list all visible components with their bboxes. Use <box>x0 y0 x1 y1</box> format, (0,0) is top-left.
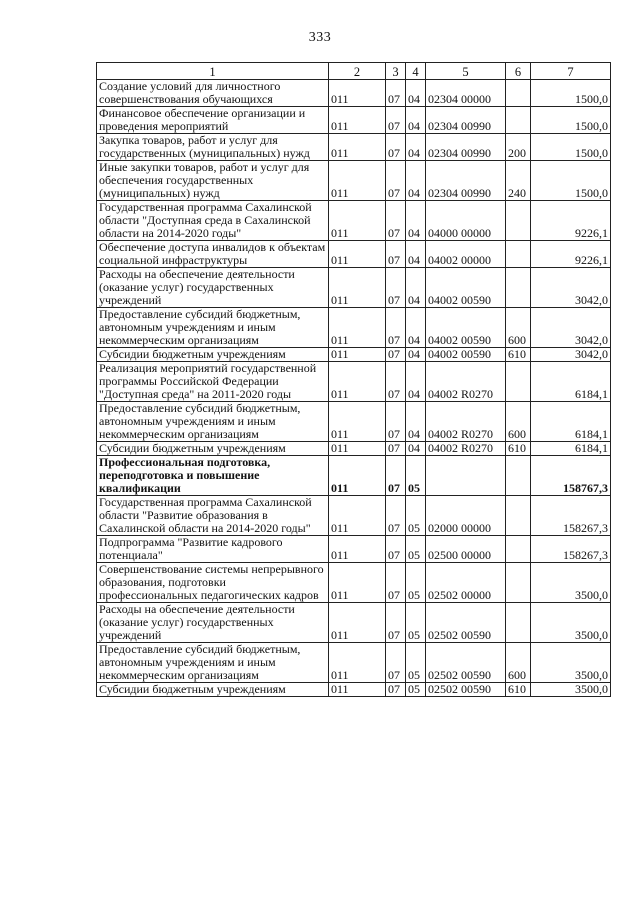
cell-section: 07 <box>386 107 406 134</box>
budget-table <box>96 62 611 697</box>
column-header: 7 <box>531 63 611 80</box>
cell-ministry-code: 011 <box>329 563 386 603</box>
cell-section: 07 <box>386 603 406 643</box>
cell-subsection: 04 <box>406 107 426 134</box>
table-row <box>97 107 611 134</box>
cell-section: 07 <box>386 80 406 107</box>
cell-target-article: 02502 00590 <box>426 643 506 683</box>
cell-section: 07 <box>386 402 406 442</box>
table-row <box>97 362 611 402</box>
row-description: Обеспечение доступа инвалидов к объектам социальной инфраструктуры <box>97 241 329 268</box>
cell-section: 07 <box>386 442 406 456</box>
cell-ministry-code: 011 <box>329 134 386 161</box>
cell-expense-type: 240 <box>506 161 531 201</box>
cell-expense-type <box>506 107 531 134</box>
cell-amount: 158267,3 <box>531 496 611 536</box>
row-description: Совершенствование системы непрерывного образования, подготовки профессиональных педагогических кадров <box>97 563 329 603</box>
cell-expense-type: 600 <box>506 402 531 442</box>
cell-expense-type <box>506 268 531 308</box>
cell-subsection: 04 <box>406 308 426 348</box>
cell-section: 07 <box>386 563 406 603</box>
cell-target-article: 02000 00000 <box>426 496 506 536</box>
cell-section: 07 <box>386 241 406 268</box>
cell-ministry-code: 011 <box>329 603 386 643</box>
row-description: Предоставление субсидий бюджетным, автономным учреждениям и иным некоммерческим организациям <box>97 308 329 348</box>
cell-ministry-code: 011 <box>329 643 386 683</box>
cell-section: 07 <box>386 536 406 563</box>
cell-subsection: 04 <box>406 268 426 308</box>
cell-subsection: 04 <box>406 402 426 442</box>
cell-expense-type: 610 <box>506 442 531 456</box>
table-row <box>97 496 611 536</box>
cell-section: 07 <box>386 134 406 161</box>
cell-subsection: 04 <box>406 348 426 362</box>
cell-section: 07 <box>386 308 406 348</box>
cell-amount: 3500,0 <box>531 563 611 603</box>
table-row <box>97 268 611 308</box>
row-description: Реализация мероприятий государственной программы Российской Федерации "Доступная среда" на 2011-2020 годы <box>97 362 329 402</box>
cell-target-article: 02304 00000 <box>426 80 506 107</box>
cell-subsection: 04 <box>406 80 426 107</box>
cell-amount: 3042,0 <box>531 348 611 362</box>
cell-expense-type <box>506 456 531 496</box>
cell-amount: 6184,1 <box>531 362 611 402</box>
column-header: 6 <box>506 63 531 80</box>
cell-section: 07 <box>386 348 406 362</box>
cell-amount: 158767,3 <box>531 456 611 496</box>
cell-section: 07 <box>386 201 406 241</box>
cell-subsection: 04 <box>406 201 426 241</box>
cell-ministry-code: 011 <box>329 107 386 134</box>
cell-target-article: 04002 R0270 <box>426 362 506 402</box>
cell-section: 07 <box>386 643 406 683</box>
cell-ministry-code: 011 <box>329 496 386 536</box>
cell-ministry-code: 011 <box>329 456 386 496</box>
cell-amount: 3500,0 <box>531 643 611 683</box>
cell-ministry-code: 011 <box>329 683 386 697</box>
table-row <box>97 134 611 161</box>
cell-expense-type <box>506 603 531 643</box>
cell-ministry-code: 011 <box>329 308 386 348</box>
cell-expense-type <box>506 536 531 563</box>
cell-expense-type <box>506 201 531 241</box>
cell-target-article: 02502 00000 <box>426 563 506 603</box>
row-description: Иные закупки товаров, работ и услуг для обеспечения государственных (муниципальных) нужд <box>97 161 329 201</box>
cell-ministry-code: 011 <box>329 536 386 563</box>
column-header: 2 <box>329 63 386 80</box>
row-description: Финансовое обеспечение организации и проведения мероприятий <box>97 107 329 134</box>
cell-subsection: 04 <box>406 241 426 268</box>
cell-subsection: 05 <box>406 456 426 496</box>
cell-target-article: 02304 00990 <box>426 107 506 134</box>
row-description: Субсидии бюджетным учреждениям <box>97 348 329 362</box>
table-row <box>97 402 611 442</box>
row-description: Государственная программа Сахалинской области "Развитие образования в Сахалинской области на 2014-2020 годы" <box>97 496 329 536</box>
table-header-row <box>97 63 611 80</box>
cell-section: 07 <box>386 362 406 402</box>
cell-ministry-code: 011 <box>329 348 386 362</box>
page-number: 333 <box>308 30 332 45</box>
cell-ministry-code: 011 <box>329 402 386 442</box>
cell-ministry-code: 011 <box>329 80 386 107</box>
cell-amount: 3042,0 <box>531 308 611 348</box>
row-description: Профессиональная подготовка, переподготовка и повышение квалификации <box>97 456 329 496</box>
cell-target-article <box>426 456 506 496</box>
cell-section: 07 <box>386 161 406 201</box>
table-row <box>97 161 611 201</box>
table-row <box>97 563 611 603</box>
cell-expense-type: 200 <box>506 134 531 161</box>
cell-amount: 6184,1 <box>531 402 611 442</box>
cell-target-article: 02500 00000 <box>426 536 506 563</box>
cell-target-article: 02304 00990 <box>426 161 506 201</box>
cell-subsection: 04 <box>406 161 426 201</box>
cell-expense-type <box>506 362 531 402</box>
cell-amount: 9226,1 <box>531 201 611 241</box>
row-description: Подпрограмма "Развитие кадрового потенциала" <box>97 536 329 563</box>
cell-section: 07 <box>386 456 406 496</box>
cell-subsection: 04 <box>406 134 426 161</box>
cell-expense-type: 600 <box>506 643 531 683</box>
cell-target-article: 04002 00000 <box>426 241 506 268</box>
row-description: Расходы на обеспечение деятельности (оказание услуг) государственных учреждений <box>97 268 329 308</box>
cell-expense-type: 610 <box>506 683 531 697</box>
cell-ministry-code: 011 <box>329 362 386 402</box>
row-description: Субсидии бюджетным учреждениям <box>97 442 329 456</box>
cell-amount: 1500,0 <box>531 161 611 201</box>
cell-expense-type <box>506 496 531 536</box>
cell-subsection: 05 <box>406 603 426 643</box>
row-description: Субсидии бюджетным учреждениям <box>97 683 329 697</box>
table-row <box>97 536 611 563</box>
table-row <box>97 241 611 268</box>
cell-expense-type <box>506 563 531 603</box>
cell-section: 07 <box>386 496 406 536</box>
table-row <box>97 683 611 697</box>
cell-target-article: 04002 00590 <box>426 308 506 348</box>
cell-expense-type <box>506 241 531 268</box>
column-header: 5 <box>426 63 506 80</box>
cell-target-article: 02502 00590 <box>426 683 506 697</box>
cell-amount: 3500,0 <box>531 683 611 697</box>
cell-target-article: 04002 00590 <box>426 348 506 362</box>
cell-section: 07 <box>386 683 406 697</box>
cell-target-article: 04000 00000 <box>426 201 506 241</box>
row-description: Предоставление субсидий бюджетным, автономным учреждениям и иным некоммерческим организациям <box>97 402 329 442</box>
cell-amount: 158267,3 <box>531 536 611 563</box>
cell-amount: 1500,0 <box>531 107 611 134</box>
row-description: Расходы на обеспечение деятельности (оказание услуг) государственных учреждений <box>97 603 329 643</box>
column-header: 3 <box>386 63 406 80</box>
cell-section: 07 <box>386 268 406 308</box>
cell-amount: 3042,0 <box>531 268 611 308</box>
cell-expense-type: 610 <box>506 348 531 362</box>
table-row <box>97 201 611 241</box>
cell-target-article: 04002 00590 <box>426 268 506 308</box>
cell-subsection: 04 <box>406 442 426 456</box>
table-row <box>97 80 611 107</box>
table-row <box>97 348 611 362</box>
table-row <box>97 643 611 683</box>
cell-subsection: 05 <box>406 563 426 603</box>
column-header: 4 <box>406 63 426 80</box>
row-description: Государственная программа Сахалинской области "Доступная среда в Сахалинской области на 2014-2020 годы" <box>97 201 329 241</box>
cell-subsection: 05 <box>406 643 426 683</box>
table-row <box>97 603 611 643</box>
cell-subsection: 05 <box>406 536 426 563</box>
table-row <box>97 308 611 348</box>
cell-target-article: 02304 00990 <box>426 134 506 161</box>
cell-target-article: 04002 R0270 <box>426 442 506 456</box>
cell-ministry-code: 011 <box>329 442 386 456</box>
cell-ministry-code: 011 <box>329 201 386 241</box>
cell-amount: 9226,1 <box>531 241 611 268</box>
row-description: Закупка товаров, работ и услуг для государственных (муниципальных) нужд <box>97 134 329 161</box>
cell-subsection: 05 <box>406 683 426 697</box>
cell-subsection: 05 <box>406 496 426 536</box>
cell-ministry-code: 011 <box>329 161 386 201</box>
cell-target-article: 04002 R0270 <box>426 402 506 442</box>
cell-amount: 6184,1 <box>531 442 611 456</box>
row-description: Предоставление субсидий бюджетным, автономным учреждениям и иным некоммерческим организациям <box>97 643 329 683</box>
cell-amount: 3500,0 <box>531 603 611 643</box>
cell-amount: 1500,0 <box>531 80 611 107</box>
column-header: 1 <box>97 63 329 80</box>
row-description: Создание условий для личностного совершенствования обучающихся <box>97 80 329 107</box>
cell-amount: 1500,0 <box>531 134 611 161</box>
cell-subsection: 04 <box>406 362 426 402</box>
cell-ministry-code: 011 <box>329 241 386 268</box>
table-row <box>97 442 611 456</box>
cell-expense-type: 600 <box>506 308 531 348</box>
cell-target-article: 02502 00590 <box>426 603 506 643</box>
table-row <box>97 456 611 496</box>
cell-expense-type <box>506 80 531 107</box>
cell-ministry-code: 011 <box>329 268 386 308</box>
